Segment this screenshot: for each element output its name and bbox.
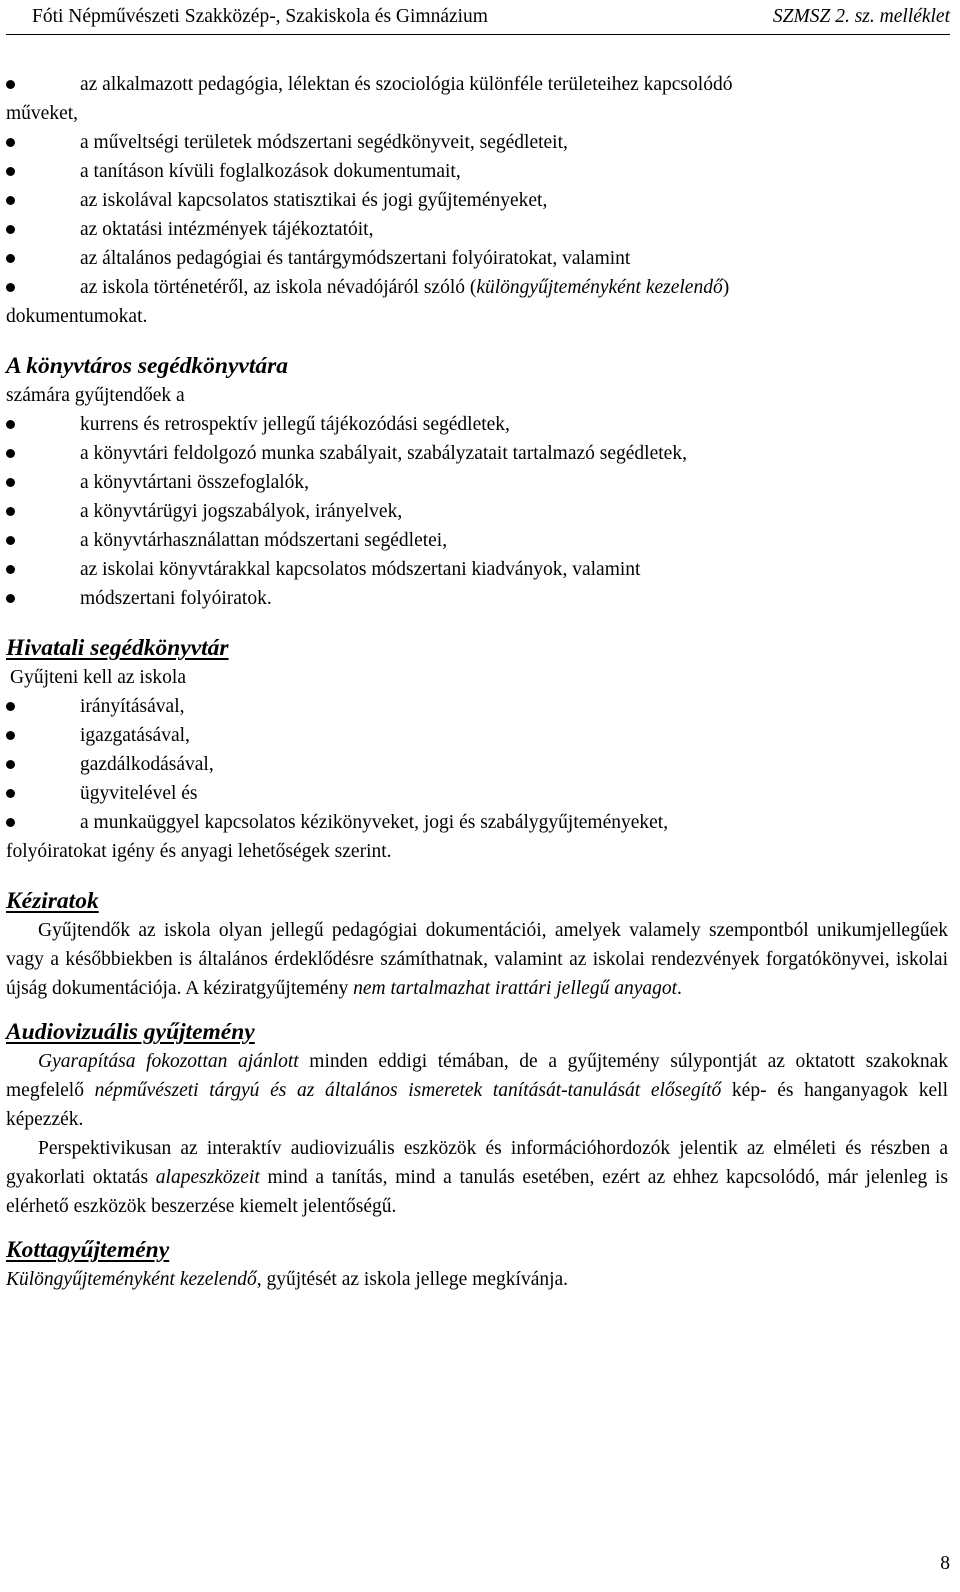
paragraph-italic: nem tartalmazhat irattári jellegű anyagot	[353, 978, 678, 999]
paragraph-italic: Különgyűjteményként kezelendő	[6, 1269, 257, 1290]
list-item	[6, 750, 948, 779]
paragraph-italic: Gyarapítása fokozottan ajánlott	[38, 1051, 299, 1072]
list-item-text: igazgatásával,	[80, 725, 190, 746]
list-item-text: a könyvtártani összefoglalók,	[80, 472, 310, 493]
section-heading-kottagyujtemeny: Kottagyűjtemény	[6, 1237, 170, 1263]
section-heading-keziratok: Kéziratok	[6, 888, 99, 914]
list-item	[6, 410, 948, 439]
list-item-text: a munkaüggyel kapcsolatos kézikönyveket, jogi és szabálygyűjteményeket,	[80, 812, 669, 833]
audiovizualis-paragraph-2	[6, 1134, 948, 1221]
list-item	[6, 273, 948, 302]
list-item-text: gazdálkodásával,	[80, 754, 214, 775]
list-item-continuation: folyóiratokat igény és anyagi lehetőségek szerint.	[6, 841, 392, 862]
keziratok-paragraph	[6, 916, 948, 1003]
list-item	[6, 526, 948, 555]
page-header	[6, 2, 950, 35]
list-item	[6, 779, 948, 808]
list-item	[6, 439, 948, 468]
page-number: 8	[940, 1553, 950, 1574]
hivatali-list	[6, 692, 948, 837]
paragraph-text: mind a tanítás, mind a tanulás esetében, ezért az ehhez kapcsolódó, már jelenleg is elérhető eszközök beszerzése kiemelt jelentőségű.	[6, 1167, 948, 1217]
list-item-text: kurrens és retrospektív jellegű tájékozódási segédletek,	[80, 414, 510, 435]
list-item-text: a könyvtári feldolgozó munka szabályait, szabályzatait tartalmazó segédletek,	[80, 443, 687, 464]
list-item	[6, 808, 948, 837]
list-item-text: az általános pedagógiai és tantárgymódszertani folyóiratokat, valamint	[80, 248, 631, 269]
paragraph-italic: alapeszközeit	[155, 1167, 260, 1188]
header-document-ref: SZMSZ 2. sz. melléklet	[772, 6, 950, 27]
segedkonyvtar-list	[6, 410, 948, 613]
paragraph-text: Perspektivikusan az interaktív audiovizuális eszközök és információhordozók jelentik az elméleti és részben a gyakorlati oktatás	[6, 1138, 948, 1188]
list-item	[6, 468, 948, 497]
list-item	[6, 157, 948, 186]
header-school-name: Fóti Népművészeti Szakközép-, Szakiskola és Gimnázium	[32, 6, 488, 27]
paragraph-text: Gyűjtendők az iskola olyan jellegű pedagógiai dokumentációi, amelyek valamely szempontból unikumjellegűek vagy a későbbiekben is általános érdeklődésre számíthatnak, valamint az iskolai rendezvények forgatókönyvei, iskolai újság dokumentációja. A kéziratgyűjtemény	[6, 920, 948, 999]
list-item	[6, 215, 948, 244]
list-item	[6, 128, 948, 157]
kotta-paragraph	[6, 1265, 948, 1294]
paragraph-text: minden eddigi témában, de a gyűjtemény súlypontját az oktatott szakoknak megfelelő	[6, 1051, 949, 1101]
list-item	[6, 584, 948, 613]
list-item	[6, 244, 948, 273]
section-heading-audiovizualis: Audiovizuális gyűjtemény	[6, 1019, 255, 1045]
list-item-text: a könyvtárhasználattan módszertani segédletei,	[80, 530, 448, 551]
list-item	[6, 70, 948, 99]
list-item	[6, 186, 948, 215]
list-item-text: )	[722, 277, 730, 298]
section-intro: számára gyűjtendőek a	[6, 385, 185, 406]
section-heading-segedkonyvtar: A könyvtáros segédkönyvtára	[6, 353, 288, 379]
list-item	[6, 497, 948, 526]
paragraph-text: .	[677, 978, 682, 999]
list-item-continuation: műveket,	[6, 103, 79, 124]
paragraph-text: kép- és hanganyagok kell képezzék.	[6, 1080, 948, 1130]
list-item-text: módszertani folyóiratok.	[80, 588, 272, 609]
list-item-text: a műveltségi területek módszertani segédkönyveit, segédleteit,	[80, 132, 568, 153]
list-item-text: az oktatási intézmények tájékoztatóit,	[80, 219, 374, 240]
list-item-text: az iskolai könyvtárakkal kapcsolatos módszertani kiadványok, valamint	[80, 559, 641, 580]
list-item	[6, 692, 948, 721]
list-item-continuation: dokumentumokat.	[6, 306, 148, 327]
list-item-text: irányításával,	[80, 696, 185, 717]
list-item	[6, 555, 948, 584]
list-item-italic: különgyűjteményként kezelendő	[476, 277, 723, 298]
list-item-text: az iskola történetéről, az iskola névadójáról szóló (	[80, 277, 477, 298]
list-item-text: ügyvitelével és	[80, 783, 198, 804]
collection-list	[6, 70, 948, 99]
paragraph-text: , gyűjtését az iskola jellege megkívánja.	[256, 1269, 569, 1290]
list-item-text: a könyvtárügyi jogszabályok, irányelvek,	[80, 501, 403, 522]
section-intro: Gyűjteni kell az iskola	[10, 667, 186, 688]
audiovizualis-paragraph-1	[6, 1047, 948, 1134]
page-content	[6, 70, 948, 1294]
list-item-text: az alkalmazott pedagógia, lélektan és szociológia különféle területeihez kapcsolódó	[80, 74, 733, 95]
collection-list	[6, 128, 948, 302]
list-item-text: a tanításon kívüli foglalkozások dokumentumait,	[80, 161, 461, 182]
list-item	[6, 721, 948, 750]
section-heading-hivatali: Hivatali segédkönyvtár	[6, 635, 229, 661]
list-item-text: az iskolával kapcsolatos statisztikai és jogi gyűjteményeket,	[80, 190, 548, 211]
paragraph-italic: népművészeti tárgyú és az általános ismeretek tanítását-tanulását elősegítő	[94, 1080, 722, 1101]
